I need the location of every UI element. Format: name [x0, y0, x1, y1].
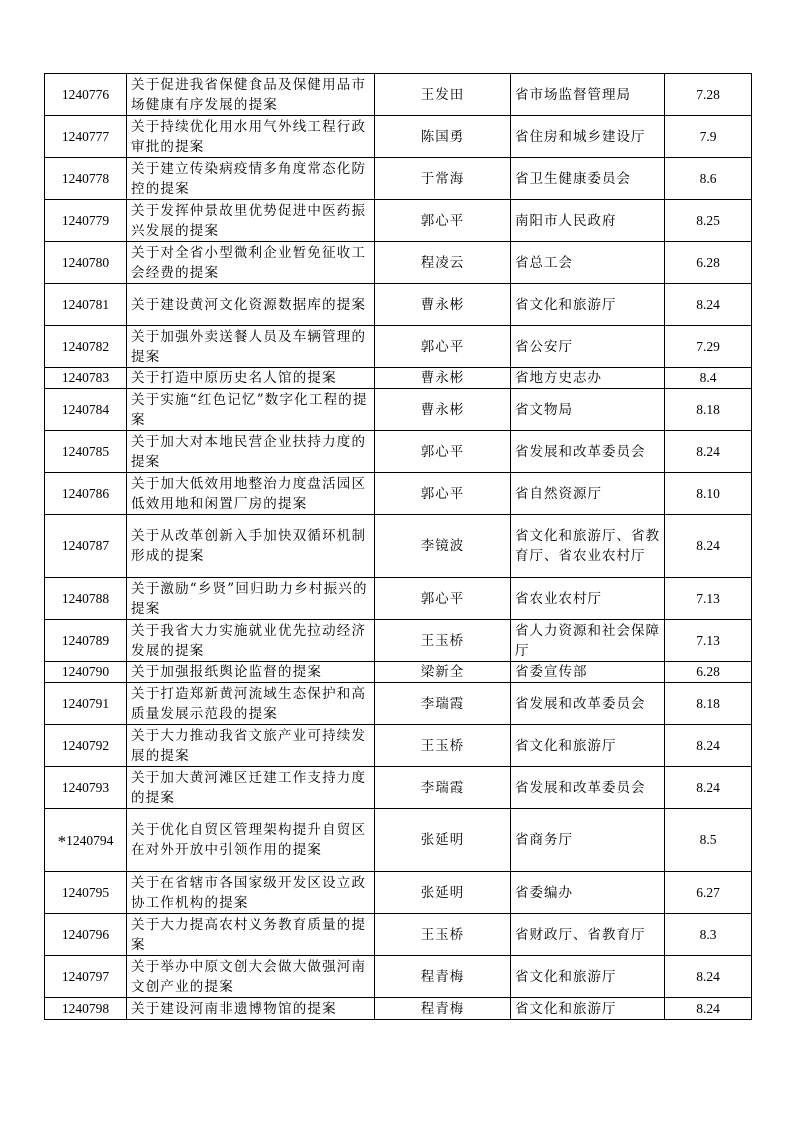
table-row [45, 200, 752, 242]
reply-date [665, 662, 752, 683]
reply-date-text: 8.24 [696, 538, 720, 553]
reply-date [665, 956, 752, 998]
table-row [45, 473, 752, 515]
proposer-name-text: 梁新全 [420, 664, 465, 680]
reply-date-text: 8.25 [696, 212, 720, 228]
proposal-number-text: 1240783 [61, 370, 110, 385]
table-row [45, 158, 752, 200]
proposal-number-text: 1240782 [61, 338, 110, 354]
reply-date [665, 431, 752, 473]
proposal-number-text: 1240796 [61, 926, 110, 942]
proposer-name [375, 914, 511, 956]
proposal-title [127, 389, 375, 431]
proposal-number-text: 1240795 [61, 884, 110, 900]
table-row [45, 872, 752, 914]
proposal-title [127, 725, 375, 767]
handling-department-text: 省文化和旅游厅 [515, 737, 617, 754]
proposal-title [127, 578, 375, 620]
proposal-number-text: 1240790 [61, 664, 110, 679]
handling-department [511, 662, 665, 683]
proposal-title [127, 326, 375, 368]
proposal-number [45, 725, 127, 767]
proposer-name-text: 曹永彬 [420, 370, 465, 386]
reply-date-text: 8.18 [696, 401, 720, 417]
handling-department [511, 74, 665, 116]
table-row [45, 74, 752, 116]
proposer-name-text: 李瑞霞 [420, 695, 465, 712]
reply-date [665, 809, 752, 872]
proposal-number [45, 662, 127, 683]
proposal-number [45, 200, 127, 242]
handling-department-text: 省商务厅 [515, 832, 573, 848]
proposer-name [375, 368, 511, 389]
proposal-title-text: 关于建设黄河文化资源数据库的提案 [131, 296, 367, 313]
proposal-title [127, 683, 375, 725]
proposal-number-text: 1240779 [61, 212, 110, 228]
reply-date-text: 6.28 [696, 664, 720, 679]
proposal-number [45, 389, 127, 431]
proposal-number [45, 620, 127, 662]
proposal-title [127, 620, 375, 662]
proposer-name-text: 王发田 [420, 86, 465, 103]
table-row [45, 725, 752, 767]
handling-department-text: 省卫生健康委员会 [515, 170, 631, 187]
table-row [45, 767, 752, 809]
reply-date-text: 8.3 [699, 926, 717, 942]
proposal-title-text: 关于优化自贸区管理架构提升自贸区在对外开放中引领作用的提案 [131, 822, 367, 858]
reply-date [665, 872, 752, 914]
reply-date-text: 7.29 [696, 338, 720, 354]
proposal-number-text: 1240791 [61, 695, 110, 711]
proposal-number [45, 872, 127, 914]
reply-date [665, 473, 752, 515]
reply-date [665, 914, 752, 956]
proposer-name-text: 程凌云 [420, 254, 465, 271]
handling-department [511, 515, 665, 578]
proposal-title [127, 515, 375, 578]
handling-department-text: 省发展和改革委员会 [515, 443, 646, 460]
proposer-name [375, 158, 511, 200]
proposer-name [375, 998, 511, 1020]
proposer-name-text: 郭心平 [420, 338, 465, 355]
proposer-name [375, 662, 511, 683]
proposal-number-text: 1240794 [66, 832, 114, 848]
proposer-name [375, 74, 511, 116]
handling-department-text: 省自然资源厅 [515, 485, 602, 502]
handling-department-text: 省发展和改革委员会 [515, 779, 646, 796]
proposal-title [127, 158, 375, 200]
reply-date-text: 8.24 [696, 296, 720, 312]
proposer-name [375, 326, 511, 368]
proposal-title-text: 关于建立传染病疫情多角度常态化防控的提案 [131, 160, 367, 197]
proposer-name [375, 389, 511, 431]
reply-date [665, 284, 752, 326]
proposal-number [45, 956, 127, 998]
handling-department-text: 省农业农村厅 [515, 590, 602, 607]
proposer-name-text: 郭心平 [420, 443, 465, 460]
proposal-title [127, 998, 375, 1020]
proposal-number-text: 1240781 [61, 296, 110, 312]
proposal-title-text: 关于加大黄河滩区迁建工作支持力度的提案 [131, 769, 367, 806]
table-row [45, 326, 752, 368]
proposer-name [375, 872, 511, 914]
proposal-number [45, 578, 127, 620]
reply-date-text: 8.4 [699, 370, 717, 385]
proposal-title-text: 关于大力提高农村义务教育质量的提案 [131, 916, 367, 953]
proposal-title [127, 809, 375, 872]
proposal-title [127, 116, 375, 158]
proposer-name-text: 程青梅 [420, 1000, 465, 1017]
handling-department [511, 284, 665, 326]
handling-department-text: 省文物局 [515, 401, 573, 418]
proposer-name [375, 515, 511, 578]
handling-department-text: 省地方史志办 [515, 370, 602, 386]
proposal-number [45, 158, 127, 200]
proposal-title-text: 关于建设河南非遗博物馆的提案 [131, 1000, 337, 1017]
proposal-title [127, 914, 375, 956]
proposal-title-text: 关于促进我省保健食品及保健用品市场健康有序发展的提案 [131, 76, 367, 113]
proposal-number [45, 515, 127, 578]
proposal-number [45, 431, 127, 473]
proposal-title [127, 872, 375, 914]
proposal-number-text: 1240789 [61, 632, 110, 648]
reply-date-text: 7.9 [699, 128, 717, 144]
proposer-name-text: 张延明 [420, 884, 465, 901]
handling-department-text: 省人力资源和社会保障厅 [515, 622, 660, 659]
proposer-name [375, 578, 511, 620]
handling-department-text: 省总工会 [515, 254, 573, 271]
proposal-number [45, 473, 127, 515]
proposer-name-text: 程青梅 [420, 968, 465, 985]
table-row [45, 683, 752, 725]
table-row [45, 431, 752, 473]
proposal-number [45, 326, 127, 368]
proposal-number-text: 1240792 [61, 737, 110, 753]
table-row [45, 620, 752, 662]
proposal-number [45, 242, 127, 284]
proposal-title-text: 关于打造中原历史名人馆的提案 [131, 370, 337, 386]
proposer-name-text: 郭心平 [420, 485, 465, 502]
proposal-title [127, 956, 375, 998]
reply-date [665, 998, 752, 1020]
reply-date [665, 578, 752, 620]
handling-department-text: 省文化和旅游厅 [515, 968, 617, 985]
reply-date-text: 8.24 [696, 779, 720, 795]
reply-date [665, 620, 752, 662]
reply-date [665, 725, 752, 767]
handling-department-text: 省文化和旅游厅 [515, 1000, 617, 1017]
proposer-name [375, 242, 511, 284]
proposal-title-text: 关于加大对本地民营企业扶持力度的提案 [131, 433, 367, 470]
reply-date [665, 200, 752, 242]
reply-date [665, 158, 752, 200]
proposer-name-text: 王玉桥 [420, 737, 465, 754]
reply-date-text: 7.13 [696, 632, 720, 648]
handling-department [511, 956, 665, 998]
reply-date-text: 8.24 [696, 737, 720, 753]
proposal-title-text: 关于举办中原文创大会做大做强河南文创产业的提案 [131, 958, 367, 995]
proposal-title-text: 关于激励“乡贤”回归助力乡村振兴的提案 [131, 580, 368, 617]
proposer-name-text: 张延明 [420, 832, 465, 848]
handling-department [511, 242, 665, 284]
handling-department [511, 872, 665, 914]
proposal-table-body [45, 74, 752, 1020]
handling-department-text: 省发展和改革委员会 [515, 695, 646, 712]
proposal-number-text: 1240786 [61, 485, 110, 501]
proposal-number [45, 368, 127, 389]
proposer-name-text: 李瑞霞 [420, 779, 465, 796]
proposer-name-text: 于常海 [420, 170, 465, 187]
proposer-name [375, 809, 511, 872]
proposer-name-text: 王玉桥 [420, 926, 465, 943]
proposal-title [127, 662, 375, 683]
handling-department-text: 南阳市人民政府 [515, 212, 617, 229]
reply-date-text: 6.28 [696, 254, 720, 270]
proposal-number-text: 1240776 [61, 86, 110, 102]
proposer-name [375, 116, 511, 158]
proposal-title-text: 关于打造郑新黄河流域生态保护和高质量发展示范段的提案 [131, 685, 367, 722]
proposal-table [44, 73, 752, 1020]
proposal-number [45, 809, 127, 872]
proposal-number [45, 998, 127, 1020]
proposal-title-text: 关于发挥仲景故里优势促进中医药振兴发展的提案 [131, 202, 367, 239]
table-row [45, 914, 752, 956]
proposal-title [127, 767, 375, 809]
proposal-title [127, 284, 375, 326]
table-row [45, 662, 752, 683]
proposer-name-text: 李镜波 [420, 538, 465, 554]
handling-department-text: 省文化和旅游厅 [515, 296, 617, 313]
proposal-number-text: 1240780 [61, 254, 110, 270]
proposer-name [375, 683, 511, 725]
reply-date-text: 8.5 [699, 832, 717, 847]
proposal-title [127, 431, 375, 473]
table-row [45, 116, 752, 158]
table-row [45, 578, 752, 620]
handling-department-text: 省财政厅、省教育厅 [515, 926, 646, 943]
reply-date [665, 74, 752, 116]
proposer-name [375, 620, 511, 662]
proposal-title-text: 关于加强外卖送餐人员及车辆管理的提案 [131, 328, 367, 365]
reply-date [665, 389, 752, 431]
reply-date-text: 8.24 [696, 443, 720, 459]
handling-department [511, 683, 665, 725]
table-row [45, 515, 752, 578]
proposal-number-text: 1240797 [61, 968, 110, 984]
reply-date-text: 8.18 [696, 695, 720, 711]
reply-date [665, 326, 752, 368]
proposal-number [45, 683, 127, 725]
proposer-name-text: 陈国勇 [420, 128, 465, 145]
handling-department [511, 200, 665, 242]
proposal-number-text: 1240798 [61, 1000, 110, 1016]
proposal-number-text: 1240777 [61, 128, 110, 144]
table-row [45, 809, 752, 872]
proposal-title-text: 关于从改革创新入手加快双循环机制形成的提案 [131, 528, 367, 564]
proposal-number [45, 767, 127, 809]
table-row [45, 956, 752, 998]
proposal-title-text: 关于持续优化用水用气外线工程行政审批的提案 [131, 118, 367, 155]
proposal-title-text: 关于在省辖市各国家级开发区设立政协工作机构的提案 [131, 874, 367, 911]
handling-department [511, 158, 665, 200]
handling-department [511, 473, 665, 515]
reply-date [665, 767, 752, 809]
handling-department [511, 578, 665, 620]
reply-date-text: 8.24 [696, 968, 720, 984]
table-row [45, 242, 752, 284]
proposer-name-text: 曹永彬 [420, 401, 465, 418]
proposal-number-text: 1240785 [61, 443, 110, 459]
reply-date [665, 116, 752, 158]
handling-department [511, 620, 665, 662]
handling-department [511, 914, 665, 956]
proposer-name [375, 725, 511, 767]
reply-date [665, 368, 752, 389]
proposal-title-text: 关于大力推动我省文旅产业可持续发展的提案 [131, 727, 367, 764]
proposal-number-text: 1240784 [61, 401, 110, 417]
reply-date-text: 8.6 [699, 170, 717, 186]
proposer-name [375, 956, 511, 998]
proposer-name [375, 767, 511, 809]
star-mark: * [57, 831, 67, 851]
handling-department [511, 725, 665, 767]
proposal-title [127, 473, 375, 515]
handling-department-text: 省公安厅 [515, 338, 573, 355]
proposal-title-text: 关于加大低效用地整治力度盘活园区低效用地和闲置厂房的提案 [131, 475, 367, 512]
proposal-number-text: 1240787 [61, 538, 110, 553]
proposer-name-text: 郭心平 [420, 212, 465, 229]
handling-department-text: 省委宣传部 [515, 664, 588, 680]
reply-date [665, 515, 752, 578]
handling-department-text: 省市场监督管理局 [515, 86, 631, 103]
proposal-title [127, 200, 375, 242]
table-row [45, 998, 752, 1020]
proposal-title-text: 关于加强报纸舆论监督的提案 [131, 664, 323, 680]
reply-date-text: 6.27 [696, 884, 720, 900]
proposer-name [375, 431, 511, 473]
proposal-title-text: 关于我省大力实施就业优先拉动经济发展的提案 [131, 622, 367, 659]
proposal-title [127, 242, 375, 284]
proposal-title [127, 74, 375, 116]
proposer-name [375, 200, 511, 242]
handling-department-text: 省委编办 [515, 884, 573, 901]
proposer-name-text: 郭心平 [420, 590, 465, 607]
reply-date-text: 8.24 [696, 1000, 720, 1016]
reply-date-text: 8.10 [696, 485, 720, 501]
reply-date [665, 683, 752, 725]
table-row [45, 389, 752, 431]
proposer-name-text: 王玉桥 [420, 632, 465, 649]
reply-date [665, 242, 752, 284]
proposer-name [375, 473, 511, 515]
proposal-number-text: 1240788 [61, 590, 110, 606]
handling-department [511, 809, 665, 872]
handling-department [511, 389, 665, 431]
proposal-number [45, 284, 127, 326]
handling-department [511, 431, 665, 473]
handling-department [511, 326, 665, 368]
table-row [45, 284, 752, 326]
proposal-number [45, 914, 127, 956]
proposal-number [45, 74, 127, 116]
table-row [45, 368, 752, 389]
handling-department [511, 998, 665, 1020]
handling-department [511, 767, 665, 809]
reply-date-text: 7.13 [696, 590, 720, 606]
proposal-number-text: 1240778 [61, 170, 110, 186]
handling-department-text: 省住房和城乡建设厅 [515, 128, 646, 145]
proposal-title-text: 关于对全省小型微利企业暂免征收工会经费的提案 [131, 244, 367, 281]
proposal-title [127, 368, 375, 389]
handling-department [511, 116, 665, 158]
handling-department [511, 368, 665, 389]
handling-department-text: 省文化和旅游厅、省教育厅、省农业农村厅 [515, 528, 660, 564]
proposal-number-text: 1240793 [61, 779, 110, 795]
proposer-name-text: 曹永彬 [420, 296, 465, 313]
proposer-name [375, 284, 511, 326]
proposal-number [45, 116, 127, 158]
proposal-title-text: 关于实施“红色记忆”数字化工程的提案 [131, 391, 368, 428]
reply-date-text: 7.28 [696, 86, 720, 102]
